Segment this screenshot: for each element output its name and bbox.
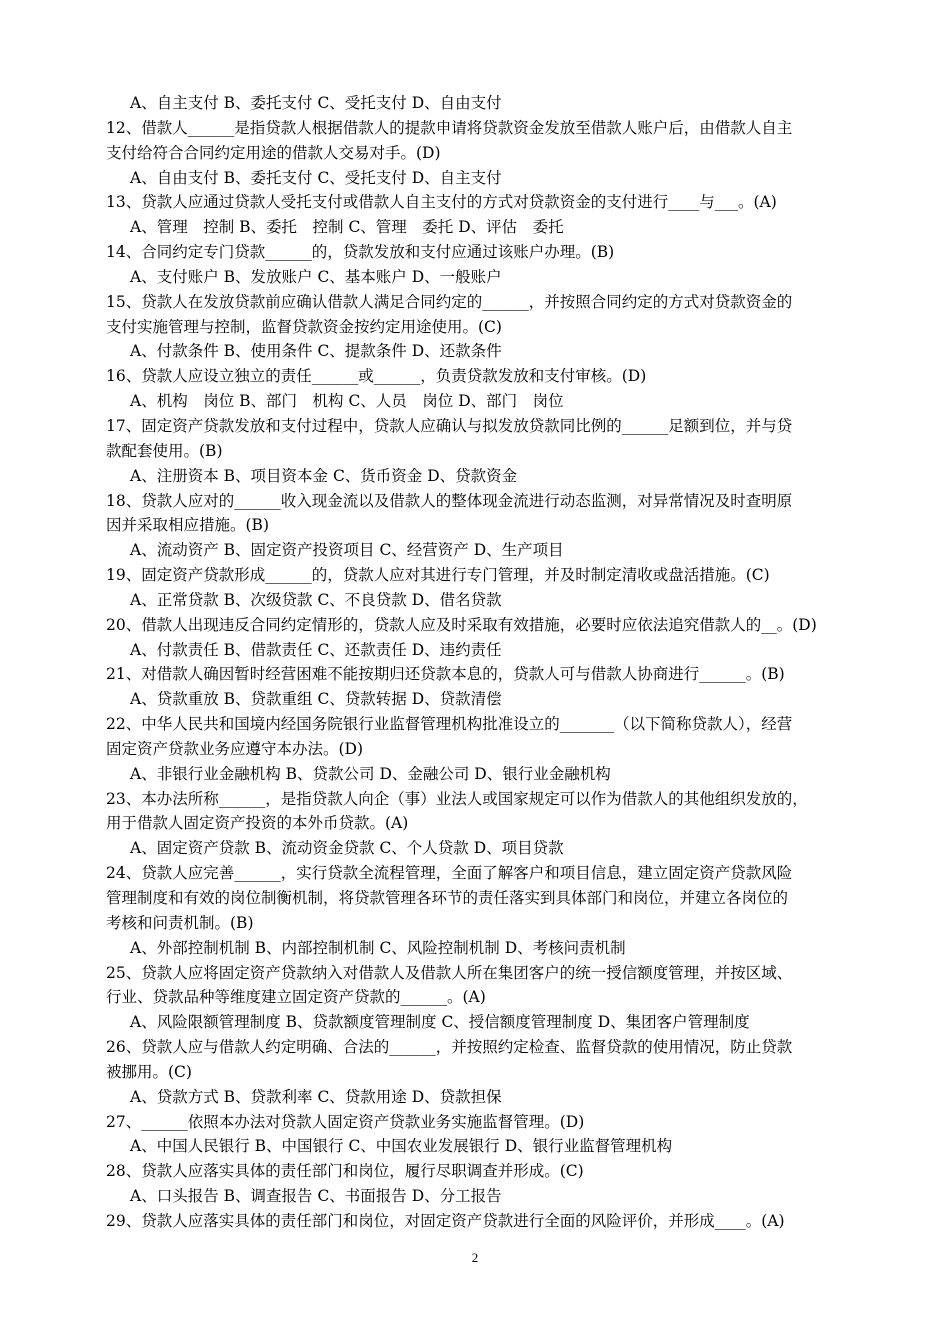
answer-options-line: A、风险限额管理制度 B、贷款额度管理制度 C、授信额度管理制度 D、集团客户管理制度 [130, 1013, 750, 1032]
question-text-line: 24、贷款人应完善______，实行贷款全流程管理，全面了解客户和项目信息，建立固定资产贷款风险 [106, 864, 793, 883]
answer-options-line: A、机构 岗位 B、部门 机构 C、人员 岗位 D、部门 岗位 [130, 392, 564, 411]
question-text-line: 23、本办法所称______，是指贷款人向企（事）业法人或国家规定可以作为借款人的其他组织发放的， [106, 789, 808, 808]
question-text-line: 26、贷款人应与借款人约定明确、合法的______，并按照约定检查、监督贷款的使用情况，防止贷款 [106, 1038, 793, 1057]
answer-options-line: A、外部控制机制 B、内部控制机制 C、风险控制机制 D、考核问责机制 [130, 938, 626, 957]
document-body [106, 91, 846, 1234]
question-text-line: 19、固定资产贷款形成______的，贷款人应对其进行专门管理，并及时制定清收或盘活措施。(C) [106, 566, 770, 585]
answer-options-line: A、贷款重放 B、贷款重组 C、贷款转据 D、贷款清偿 [130, 690, 502, 709]
answer-options-line: A、支付账户 B、发放账户 C、基本账户 D、一般账户 [130, 267, 502, 286]
question-text-line: 款配套使用。(B) [106, 441, 223, 460]
answer-options-line: A、中国人民银行 B、中国银行 C、中国农业发展银行 D、银行业监督管理机构 [130, 1137, 673, 1156]
question-text-line: 12、借款人______是指贷款人根据借款人的提款申请将贷款资金发放至借款人账户后，由借款人自主 [106, 118, 793, 137]
answer-options-line: A、非银行业金融机构 B、贷款公司 D、金融公司 D、银行业金融机构 [130, 764, 611, 783]
answer-options-line: A、固定资产贷款 B、流动资金贷款 C、个人贷款 D、项目贷款 [130, 839, 564, 858]
question-text-line: 15、贷款人在发放贷款前应确认借款人满足合同约定的______，并按照合同约定的方式对贷款资金的 [106, 292, 793, 311]
answer-options-line: A、自主支付 B、委托支付 C、受托支付 D、自由支付 [130, 94, 502, 112]
answer-options-line: A、付款责任 B、借款责任 C、还款责任 D、违约责任 [130, 640, 502, 659]
question-text-line: 13、贷款人应通过贷款人受托支付或借款人自主支付的方式对贷款资金的支付进行____与___。(A) [106, 193, 777, 212]
question-text-line: 管理制度和有效的岗位制衡机制，将贷款管理各环节的责任落实到具体部门和岗位，并建立各岗位的 [106, 889, 789, 907]
question-text-line: 29、贷款人应落实具体的责任部门和岗位，对固定资产贷款进行全面的风险评价，并形成____。(A) [106, 1211, 785, 1230]
question-text-line: 17、固定资产贷款发放和支付过程中，贷款人应确认与拟发放贷款同比例的______足额到位，并与贷 [106, 416, 793, 435]
page-number: 2 [471, 1250, 479, 1265]
answer-options-line: A、自由支付 B、委托支付 C、受托支付 D、自主支付 [130, 168, 502, 187]
question-text-line: 支付实施管理与控制，监督贷款资金按约定用途使用。(C) [106, 317, 502, 336]
answer-options-line: A、流动资产 B、固定资产投资项目 C、经营资产 D、生产项目 [130, 541, 564, 560]
question-text-line: 行业、贷款品种等维度建立固定资产贷款的______。(A) [106, 988, 486, 1007]
question-text-line: 27、______依照本办法对贷款人固定资产贷款业务实施监督管理。(D) [106, 1112, 585, 1131]
question-text-line: 固定资产贷款业务应遵守本办法。(D) [106, 739, 364, 758]
answer-options-line: A、口头报告 B、调查报告 C、书面报告 D、分工报告 [130, 1187, 502, 1206]
question-text-line: 25、贷款人应将固定资产贷款纳入对借款人及借款人所在集团客户的统一授信额度管理，并按区域、 [106, 963, 793, 982]
question-text-line: 21、对借款人确因暂时经营困难不能按期归还贷款本息的，贷款人可与借款人协商进行______。(B) [106, 665, 785, 684]
question-text-line: 14、合同约定专门贷款______的，贷款发放和支付应通过该账户办理。(B) [106, 243, 615, 262]
answer-options-line: A、注册资本 B、项目资本金 C、货币资金 D、贷款资金 [130, 466, 518, 485]
question-text-line: 因并采取相应措施。(B) [106, 516, 269, 535]
question-text-line: 支付给符合合同约定用途的借款人交易对手。(D) [106, 143, 441, 162]
question-text-line: 20、借款人出现违反合同约定情形的，贷款人应及时采取有效措施，必要时应依法追究借款人的__。(D) [106, 615, 817, 634]
question-text-line: 被挪用。(C) [106, 1062, 192, 1081]
question-text-line: 28、贷款人应落实具体的责任部门和岗位，履行尽职调查并形成。(C) [106, 1162, 584, 1181]
question-text-line: 用于借款人固定资产投资的本外币贷款。(A) [106, 814, 409, 833]
answer-options-line: A、管理 控制 B、委托 控制 C、管理 委托 D、评估 委托 [130, 218, 564, 237]
answer-options-line: A、贷款方式 B、贷款利率 C、贷款用途 D、贷款担保 [130, 1087, 502, 1106]
answer-options-line: A、正常贷款 B、次级贷款 C、不良贷款 D、借名贷款 [130, 590, 502, 609]
answer-options-line: A、付款条件 B、使用条件 C、提款条件 D、还款条件 [130, 342, 502, 361]
question-text-line: 18、贷款人应对的______收入现金流以及借款人的整体现金流进行动态监测，对异常情况及时查明原 [106, 491, 793, 510]
question-text-line: 22、中华人民共和国境内经国务院银行业监督管理机构批准设立的_______（以下简称贷款人），经营 [106, 715, 793, 734]
question-text-line: 16、贷款人应设立独立的责任______或______，负责贷款发放和支付审核。(D) [106, 367, 647, 386]
question-text-line: 考核和问责机制。(B) [106, 913, 254, 932]
